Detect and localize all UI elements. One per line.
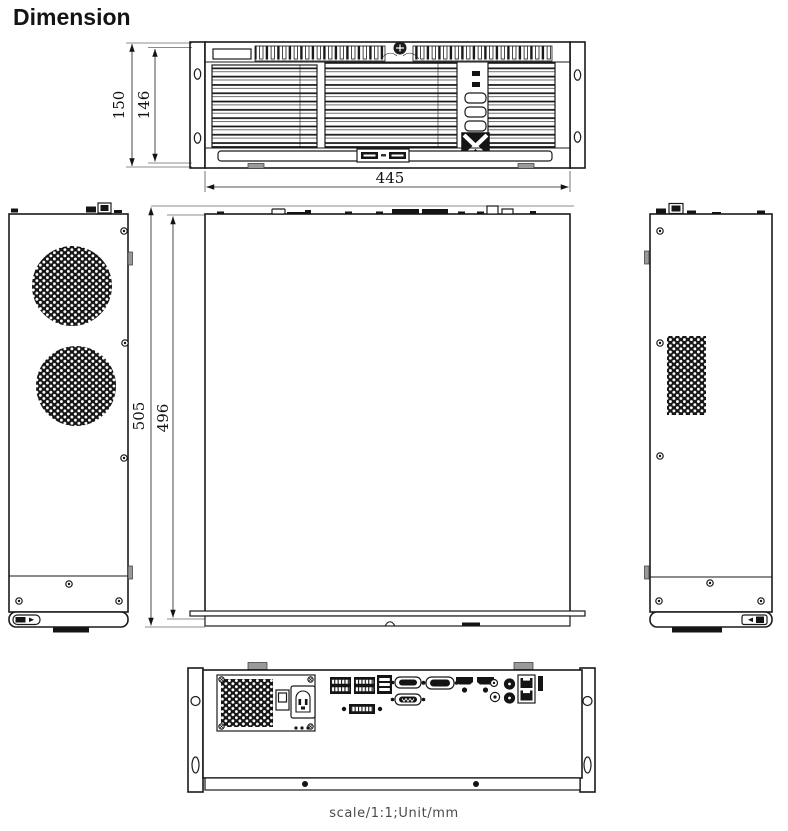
top-front-bezel: [205, 616, 570, 626]
ear-clip-tab: [128, 566, 133, 579]
terminal-block-icon: [354, 677, 375, 694]
dimension-depth: [130, 208, 205, 628]
dim-label-front-height-total: 150: [110, 90, 128, 120]
front-latch-icon: [13, 615, 40, 625]
top-view: [151, 206, 585, 626]
bezel-mark: [462, 623, 480, 626]
right-side-view: [645, 204, 773, 633]
left-top-connector-profiles: [11, 203, 122, 213]
right-top-connector-profiles: [656, 204, 765, 215]
front-latch-icon: [742, 615, 767, 625]
rear-bottom-bar: [205, 778, 580, 790]
panel-button: [465, 121, 486, 131]
top-vent-slots: [413, 46, 552, 61]
slim-port-icon: [538, 676, 543, 691]
power-led-icon: [472, 71, 480, 76]
psu-vent-icon: [221, 679, 273, 727]
ear-hole-icon: [584, 757, 591, 773]
rear-screw: [473, 781, 479, 787]
front-vent-panel-middle: [325, 63, 457, 147]
top-rear-connector-profiles: [217, 206, 536, 214]
vga-port-icon: [391, 694, 426, 705]
dimension-width: [205, 169, 570, 192]
foot-pad: [672, 628, 722, 633]
serial-port-icon: [391, 677, 426, 688]
page-title: Dimension: [13, 4, 131, 30]
ear-hole-icon: [191, 697, 200, 706]
front-left-ear: [190, 42, 205, 168]
dim-label-depth-total: 505: [130, 401, 148, 431]
terminal-block-icon: [330, 677, 351, 694]
top-vent-slots: [255, 46, 385, 61]
fan-vent-icon: [36, 346, 116, 426]
power-supply-unit: [217, 675, 315, 731]
front-foot-tab: [248, 164, 264, 169]
dim-label-width: 445: [375, 169, 405, 187]
front-foot-tab: [518, 164, 534, 169]
ear-hole-icon: [192, 757, 199, 773]
status-led-icon: [472, 82, 480, 87]
left-side-view: [9, 203, 133, 633]
serial-port-icon: [422, 677, 459, 689]
rear-screw: [302, 781, 308, 787]
ear-hole-icon: [574, 132, 580, 142]
scale-note: scale/1:1;Unit/mm: [329, 806, 459, 821]
front-right-ear: [570, 42, 585, 168]
front-vent-panel-left: [212, 65, 317, 147]
ethernet-ports-icon: [518, 675, 535, 703]
side-vent-icon: [667, 336, 706, 415]
dim-label-front-height-body: 146: [135, 90, 153, 120]
ear-clip-tab: [128, 252, 133, 265]
top-front-flange: [190, 611, 585, 616]
front-display-window: [213, 49, 251, 59]
rear-top-tab: [514, 663, 533, 670]
panel-button: [465, 93, 486, 103]
ear-hole-icon: [194, 69, 200, 79]
front-vent-panel-right: [488, 63, 555, 147]
front-view: [190, 42, 585, 169]
ear-hole-icon: [574, 70, 580, 80]
rear-top-tab: [248, 663, 267, 670]
dim-label-depth-body: 496: [154, 403, 172, 433]
ear-hole-icon: [583, 697, 592, 706]
front-usb-ports-icon: [357, 149, 409, 162]
power-inlet-icon: [291, 686, 315, 718]
fan-vent-icon: [32, 246, 112, 326]
panel-button: [465, 107, 486, 117]
dimension-front-height: [110, 43, 192, 167]
ear-hole-icon: [194, 133, 200, 143]
foot-pad: [53, 628, 89, 633]
ear-clip-tab: [645, 566, 650, 579]
rear-view: [188, 663, 595, 793]
ear-clip-tab: [645, 251, 650, 264]
usb-ports-icon: [377, 675, 392, 694]
power-switch-icon: [276, 690, 289, 710]
top-chassis-body: [205, 214, 570, 612]
